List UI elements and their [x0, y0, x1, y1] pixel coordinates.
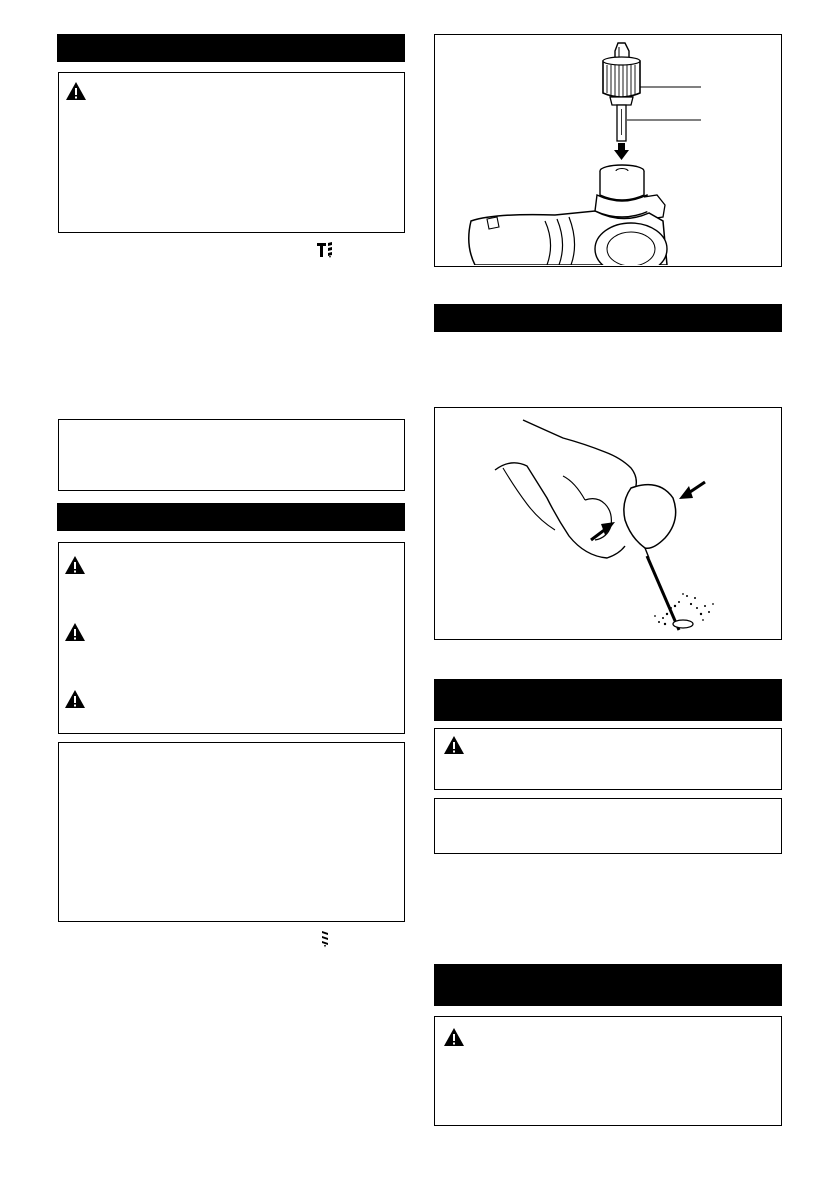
caution-box-1 [58, 72, 405, 233]
figure-blow-out-bulb [434, 407, 782, 640]
warning-triangle-icon [65, 81, 87, 101]
figure-drill-chuck-installation [434, 34, 782, 267]
section-heading-bar-1 [57, 34, 405, 62]
arrow-icon [679, 482, 705, 499]
warning-triangle-icon [64, 555, 86, 575]
note-box-3 [434, 798, 782, 854]
arrow-icon [614, 143, 629, 160]
caution-box-2 [58, 542, 405, 734]
section-heading-bar-2 [57, 503, 405, 531]
warning-triangle-icon [64, 689, 86, 709]
caution-box-4 [434, 1016, 782, 1126]
section-heading-bar-4 [434, 679, 782, 721]
cropped-footer-line [0, 1183, 840, 1192]
caution-box-3 [434, 728, 782, 790]
section-heading-bar-5 [434, 964, 782, 1006]
section-heading-bar-3 [434, 304, 782, 332]
hammer-drill-mode-icon [316, 241, 336, 259]
warning-triangle-icon [443, 735, 465, 755]
warning-triangle-icon [443, 1027, 465, 1047]
rotation-only-mode-icon [320, 930, 330, 948]
note-box-1 [58, 419, 405, 491]
note-box-2 [58, 742, 405, 922]
warning-triangle-icon [64, 622, 86, 642]
